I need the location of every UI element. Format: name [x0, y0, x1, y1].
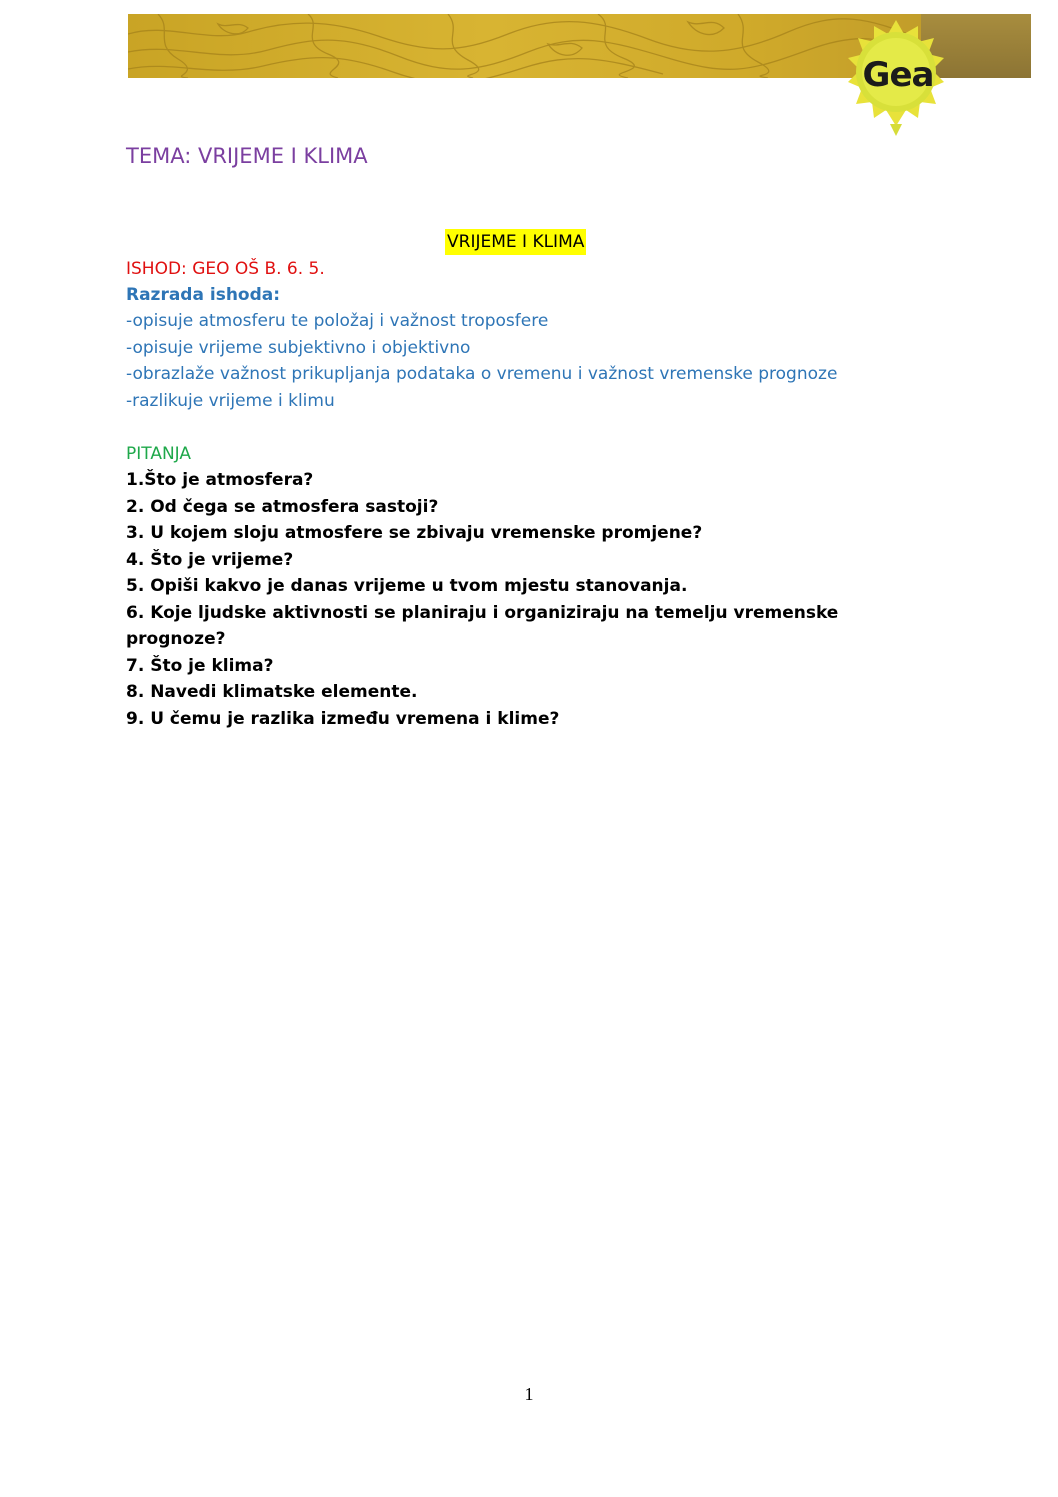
razrada-list: [126, 308, 837, 414]
razrada-item: -opisuje atmosferu te položaj i važnost troposfere: [126, 311, 549, 331]
logo-text: Gea: [862, 55, 934, 95]
question-item: 1.Što je atmosfera?: [126, 470, 314, 490]
pitanja-heading: PITANJA: [126, 444, 192, 464]
razrada-heading: Razrada ishoda:: [126, 285, 281, 305]
page-title: TEMA: VRIJEME I KLIMA: [126, 144, 368, 168]
razrada-item: -razlikuje vrijeme i klimu: [126, 390, 335, 411]
ishod-line: ISHOD: GEO OŠ B. 6. 5.: [126, 259, 325, 279]
razrada-item: -obrazlaže važnost prikupljanja podataka o vremenu i važnost vremenske prognoze: [126, 364, 838, 384]
section-heading-highlighted: VRIJEME I KLIMA: [445, 229, 586, 255]
question-item: 8. Navedi klimatske elemente.: [126, 682, 418, 702]
question-item: 3. U kojem sloju atmosfere se zbivaju vremenske promjene?: [126, 523, 703, 543]
question-item: 6. Koje ljudske aktivnosti se planiraju i organiziraju na temelju vremenske prognoze?: [126, 602, 839, 649]
question-item: 9. U čemu je razlika između vremena i klime?: [126, 708, 560, 729]
questions-list: [126, 467, 886, 732]
page-number: 1: [524, 1384, 534, 1404]
razrada-item: -opisuje vrijeme subjektivno i objektivno: [126, 337, 471, 358]
question-item: 7. Što je klima?: [126, 655, 274, 676]
question-item: 2. Od čega se atmosfera sastoji?: [126, 496, 439, 517]
question-item: 4. Što je vrijeme?: [126, 549, 294, 570]
question-item: 5. Opiši kakvo je danas vrijeme u tvom mjestu stanovanja.: [126, 576, 688, 596]
